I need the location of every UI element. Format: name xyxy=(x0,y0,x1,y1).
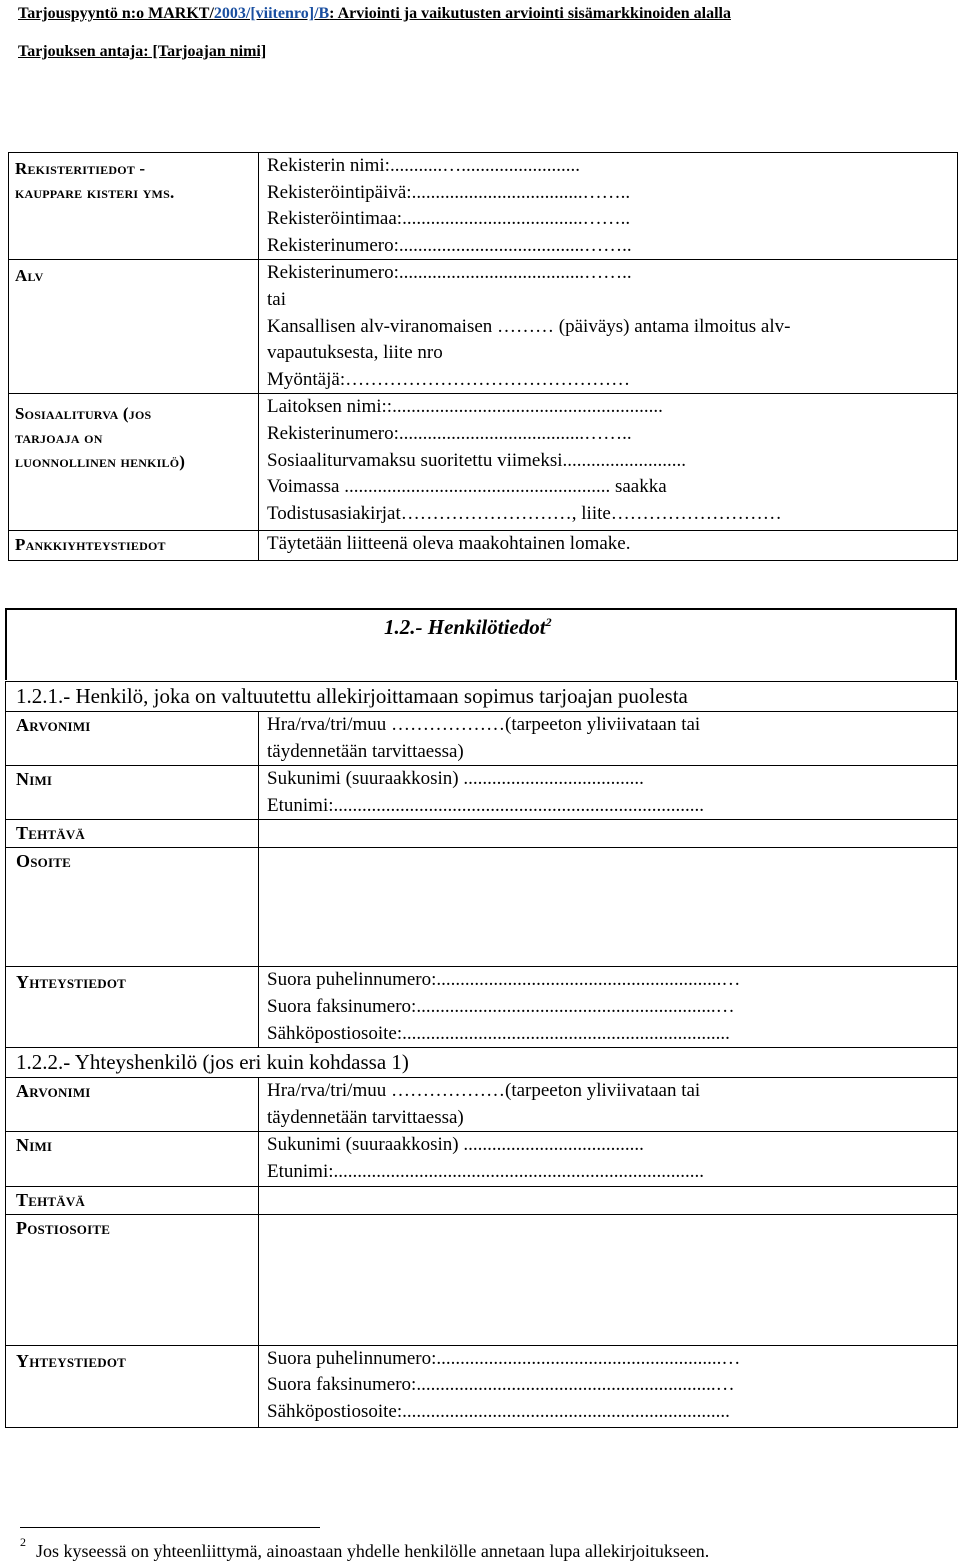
registry-label: Rekisteritiedot - kauppare kisteri yms. xyxy=(9,153,259,260)
section1-title-values: Hra/rva/tri/muu ………………(tarpeeton yliviivataan tai täydennetään tarvittaessa) xyxy=(259,712,958,766)
section1-role-value xyxy=(259,820,958,848)
bank-details-row xyxy=(9,531,958,561)
section2-title: 1.2.2.- Yhteyshenkilö (jos eri kuin kohdassa 1) xyxy=(6,1048,958,1078)
section2-contact-values: Suora puhelinnumero:............................................................… Suora faksinumero:...............................................................… Sähköpostiosoite:..................................................................... xyxy=(259,1345,958,1427)
footnote-divider xyxy=(20,1527,320,1528)
registry-row xyxy=(9,153,958,260)
section1-title-label: Arvonimi xyxy=(6,712,259,766)
section1-title: 1.2.1.- Henkilö, joka on valtuutettu allekirjoittamaan sopimus tarjoajan puolesta xyxy=(6,682,958,712)
social-security-label: Sosiaaliturva (jos tarjoaja on luonnollinen henkilö) xyxy=(9,394,259,531)
vat-values: Rekisterinumero:.......................................…….. tai Kansallisen alv-viranomaisen ……… (päiväys) antama ilmoitus alv- vapautuksesta, liite nro Myöntäjä:……………………………………… xyxy=(259,260,958,394)
document-header-line2: Tarjouksen antaja: [Tarjoajan nimi] xyxy=(18,43,267,60)
bank-details-label: Pankkiyhteystiedot xyxy=(9,531,259,561)
footnote-text: Jos kyseessä on yhteenliittymä, ainoastaan yhdelle henkilölle annetaan lupa allekirjoitukseen. xyxy=(36,1541,710,1561)
section2-contact-label: Yhteystiedot xyxy=(6,1345,259,1427)
section1-contact-values: Suora puhelinnumero:............................................................… Suora faksinumero:...............................................................… Sähköpostiosoite:..................................................................... xyxy=(259,967,958,1048)
footnote-ref: 2 xyxy=(545,615,552,629)
section1-name-values: Sukunimi (suuraakkosin) ...................................... Etunimi:.............................................................................. xyxy=(259,766,958,820)
section1-address-value xyxy=(259,848,958,967)
registry-values: Rekisterin nimi:...........…......................... Rekisteröintipäivä:....................................…….. Rekisteröintimaa:......................................…….. Rekisterinumero:.......................................…….. xyxy=(259,153,958,260)
section2-address-label: Postiosoite xyxy=(6,1214,259,1345)
section2-role-label: Tehtävä xyxy=(6,1186,259,1214)
reference-number: 2003/[viitenro]/B xyxy=(213,5,330,22)
vat-row xyxy=(9,260,958,394)
vat-label: Alv xyxy=(9,260,259,394)
section2-title-values: Hra/rva/tri/muu ………………(tarpeeton yliviivataan tai täydennetään tarvittaessa) xyxy=(259,1078,958,1132)
section2-address-value xyxy=(259,1214,958,1345)
section1-name-label: Nimi xyxy=(6,766,259,820)
bank-details-values: Täytetään liitteenä oleva maakohtainen lomake. xyxy=(259,531,958,561)
section1-address-label: Osoite xyxy=(6,848,259,967)
section2-title-label: Arvonimi xyxy=(6,1078,259,1132)
social-security-values: Laitoksen nimi::......................................................... Rekisterinumero:.......................................…….. Sosiaaliturvamaksu suoritettu viimeksi.......................... Voimassa ........................................................ saakka Todistusasiakirjat………………………, liite……………………… xyxy=(259,394,958,531)
section2-role-value xyxy=(259,1186,958,1214)
social-security-row xyxy=(9,394,958,531)
section2-name-values: Sukunimi (suuraakkosin) ...................................... Etunimi:.............................................................................. xyxy=(259,1132,958,1186)
persons-heading: 1.2.- Henkilötiedot$^2$ xyxy=(384,615,552,639)
document-header-line1: Tarjouspyyntö n:o MARKT/2003/[viitenro]/B: Arviointi ja vaikutusten arviointi sisämarkkinoiden alalla xyxy=(18,5,731,22)
registry-table xyxy=(8,152,958,561)
section1-role-label: Tehtävä xyxy=(6,820,259,848)
persons-table xyxy=(5,681,958,1428)
section1-contact-label: Yhteystiedot xyxy=(6,967,259,1048)
section2-name-label: Nimi xyxy=(6,1132,259,1186)
footnote-number: 2 xyxy=(20,1535,26,1549)
